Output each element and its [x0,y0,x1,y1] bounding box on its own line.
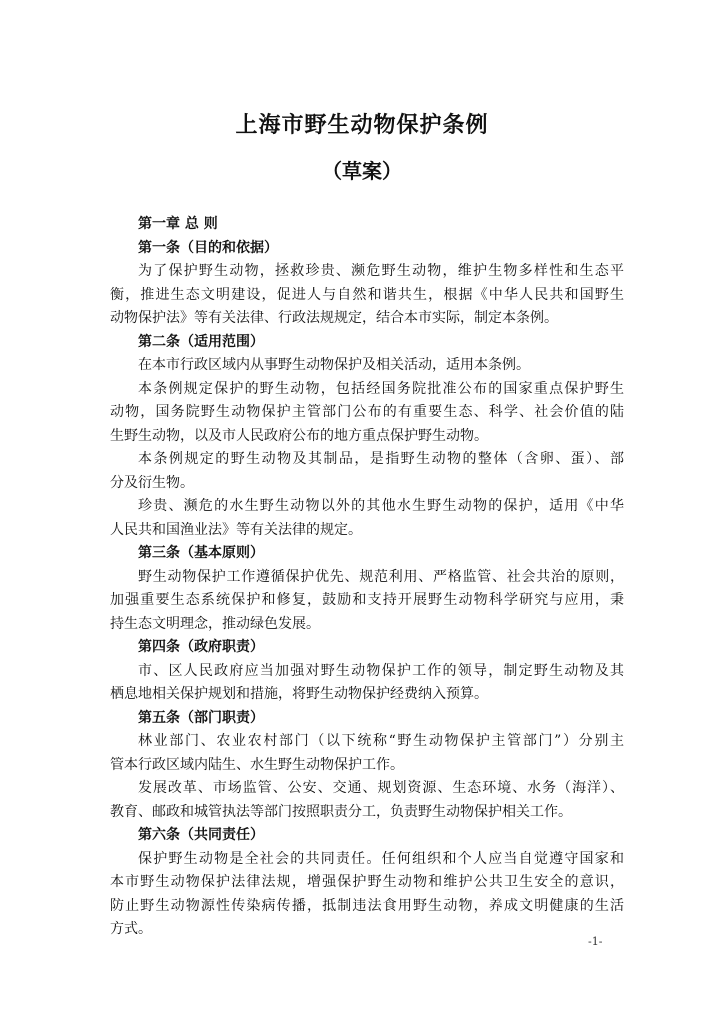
paragraph-line: 栖息地相关保护规划和措施，将野生动物保护经费纳入预算。 [110,686,488,702]
paragraph-line: 市、区人民政府应当加强对野生动物保护工作的领导，制定野生动物及其 [138,662,624,679]
paragraph-line: 为了保护野生动物，拯救珍贵、濒危野生动物，维护生物多样性和生态平 [138,263,624,279]
article-heading: 第四条（政府职责） [138,639,264,655]
paragraph-line: 人民共和国渔业法》等有关法律的规定。 [110,521,362,538]
paragraph-line: 方式。 [110,921,152,937]
paragraph-line: 本市野生动物保护法律法规，增强保护野生动物和维护公共卫生安全的意识， [110,874,624,890]
document-title: 上海市野生动物保护条例 [235,113,489,138]
document-body [110,213,624,942]
document-subtitle: （草案） [322,159,402,183]
paragraph-line: 动物保护法》等有关法律、行政法规规定，结合本市实际，制定本条例。 [110,310,558,326]
page-number: -1- [588,935,603,948]
article-heading: 第二条（适用范围） [138,333,264,350]
paragraph-line: 本条例规定的野生动物及其制品，是指野生动物的整体（含卵、蛋）、部 [138,451,624,467]
article-heading: 第六条（共同责任） [138,827,264,843]
paragraph-line: 持生态文明理念，推动绿色发展。 [110,615,320,632]
paragraph-line: 动物，国务院野生动物保护主管部门公布的有重要生态、科学、社会价值的陆 [110,404,624,420]
paragraph-line: 生野生动物，以及市人民政府公布的地方重点保护野生动物。 [110,427,488,444]
paragraph-line: 林业部门、农业农村部门（以下统称“野生动物保护主管部门”）分别主 [138,733,624,749]
paragraph-line: 管本行政区域内陆生、水生野生动物保护工作。 [110,756,404,773]
paragraph-line: 防止野生动物源性传染病传播，抵制违法食用野生动物，养成文明健康的生活 [110,897,624,914]
paragraph-line: 野生动物保护工作遵循保护优先、规范利用、严格监管、社会共治的原则， [138,568,624,585]
paragraph-line: 在本市行政区域内从事野生动物保护及相关活动，适用本条例。 [138,357,530,373]
paragraph-line: 加强重要生态系统保护和修复，鼓励和支持开展野生动物科学研究与应用，秉 [110,592,624,608]
paragraph-line: 珍贵、濒危的水生野生动物以外的其他水生野生动物的保护，适用《中华 [138,498,624,514]
article-heading: 第三条（基本原则） [138,545,264,561]
article-heading: 第一条（目的和依据） [138,239,278,256]
chapter-heading: 第一章 总 则 [138,216,218,232]
paragraph-line: 本条例规定保护的野生动物，包括经国务院批准公布的国家重点保护野生 [138,380,624,397]
paragraph-line: 发展改革、市场监管、公安、交通、规划资源、生态环境、水务（海洋）、 [138,780,624,796]
article-heading: 第五条（部门职责） [138,709,264,726]
paragraph-line: 教育、邮政和城管执法等部门按照职责分工，负责野生动物保护相关工作。 [110,803,572,820]
paragraph-line: 分及衍生物。 [110,474,194,491]
paragraph-line: 衡，推进生态文明建设，促进人与自然和谐共生，根据《中华人民共和国野生 [110,286,624,303]
paragraph-line: 保护野生动物是全社会的共同责任。任何组织和个人应当自觉遵守国家和 [138,850,624,867]
